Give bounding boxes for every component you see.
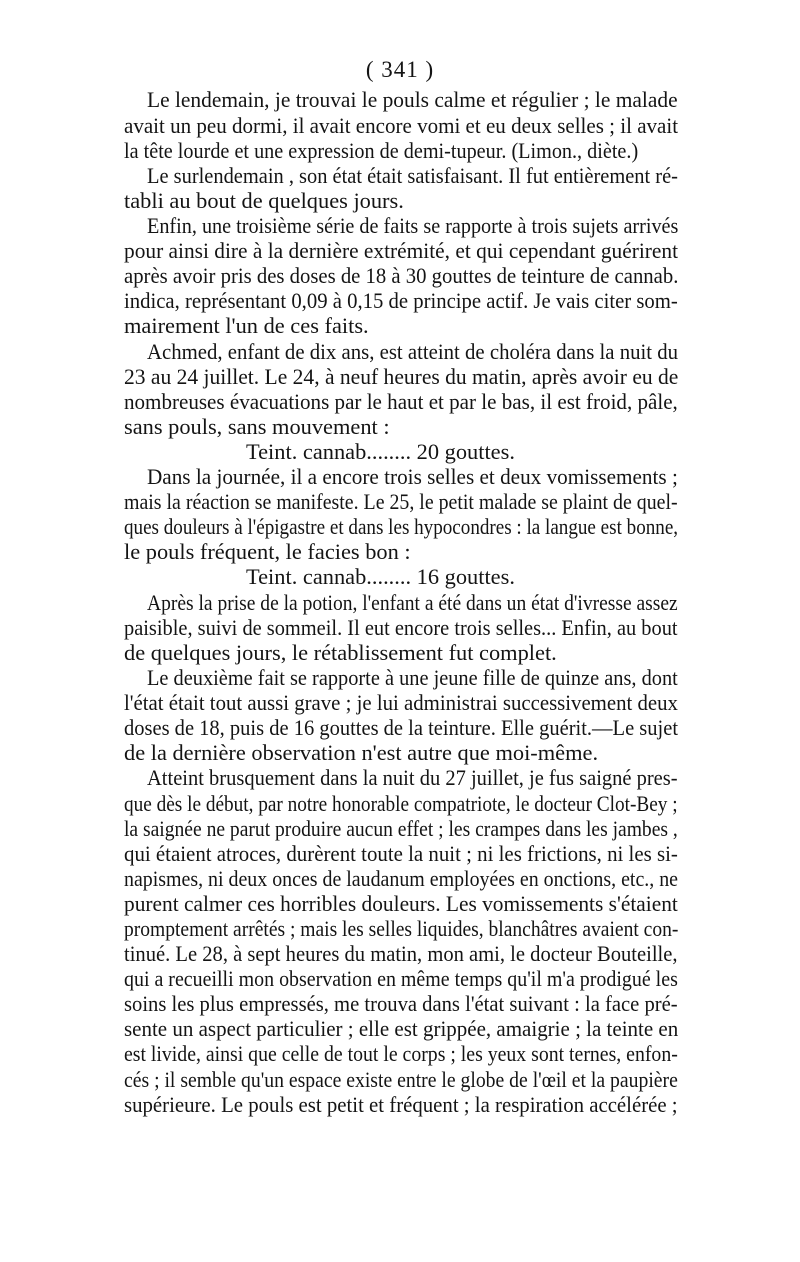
- text-line: indica, représentant 0,09 à 0,15 de principe actif. Je vais citer som-: [124, 288, 678, 313]
- text-line: sans pouls, sans mouvement :: [124, 414, 390, 439]
- text-line: tinué. Le 28, à sept heures du matin, mon ami, le docteur Bouteille,: [124, 941, 678, 966]
- text-line: le pouls fréquent, le facies bon :: [124, 539, 411, 564]
- text-line: Teint. cannab........ 16 gouttes.: [246, 564, 515, 589]
- text-line: mais la réaction se manifeste. Le 25, le petit malade se plaint de quel-: [124, 489, 678, 514]
- text-line: Dans la journée, il a encore trois selles et deux vomissements ;: [147, 464, 678, 489]
- text-line: qui a recueilli mon observation en même temps qu'il m'a prodigué les: [124, 966, 678, 991]
- text-line: doses de 18, puis de 16 gouttes de la teinture. Elle guérit.—Le sujet: [124, 715, 679, 740]
- text-line: avait un peu dormi, il avait encore vomi et eu deux selles ; il avait: [124, 113, 679, 138]
- text-line: napismes, ni deux onces de laudanum employées en onctions, etc., ne: [124, 866, 679, 891]
- text-line: cés ; il semble qu'un espace existe entre le globe de l'œil et la paupière: [124, 1067, 678, 1092]
- text-line: l'état était tout aussi grave ; je lui administrai successivement deux: [124, 690, 678, 715]
- text-line: de quelques jours, le rétablissement fut complet.: [124, 640, 557, 665]
- text-line: de la dernière observation n'est autre que moi-même.: [124, 740, 599, 765]
- text-line: soins les plus empressés, me trouva dans l'état suivant : la face pré-: [124, 991, 678, 1016]
- text-line: Le deuxième fait se rapporte à une jeune fille de quinze ans, dont: [147, 665, 678, 690]
- text-line: qui étaient atroces, durèrent toute la nuit ; ni les frictions, ni les si-: [124, 841, 678, 866]
- text-line: 23 au 24 juillet. Le 24, à neuf heures du matin, après avoir eu de: [124, 364, 679, 389]
- text-line: que dès le début, par notre honorable compatriote, le docteur Clot-Bey ;: [124, 791, 678, 816]
- text-line: pour ainsi dire à la dernière extrémité, et qui cependant guérirent: [124, 238, 679, 263]
- text-line: est livide, ainsi que celle de tout le corps ; les yeux sont ternes, enfon-: [124, 1041, 678, 1066]
- text-line: mairement l'un de ces faits.: [124, 313, 369, 338]
- text-line: la saignée ne parut produire aucun effet ; les crampes dans les jambes ,: [124, 816, 678, 841]
- text-line: ques douleurs à l'épigastre et dans les hypocondres : la langue est bonne,: [124, 514, 679, 539]
- text-line: Atteint brusquement dans la nuit du 27 juillet, je fus saigné pres-: [147, 765, 678, 790]
- text-line: Achmed, enfant de dix ans, est atteint de choléra dans la nuit du: [147, 339, 679, 364]
- text-line: Teint. cannab........ 20 gouttes.: [246, 439, 515, 464]
- text-line: purent calmer ces horribles douleurs. Les vomissements s'étaient: [124, 891, 678, 916]
- text-line: paisible, suivi de sommeil. Il eut encore trois selles... Enfin, au bout: [124, 615, 678, 640]
- text-line: Enfin, une troisième série de faits se rapporte à trois sujets arrivés: [147, 213, 679, 238]
- text-line: nombreuses évacuations par le haut et par le bas, il est froid, pâle,: [124, 389, 678, 414]
- text-line: Le lendemain, je trouvai le pouls calme et régulier ; le malade: [147, 87, 678, 112]
- text-line: supérieure. Le pouls est petit et fréquent ; la respiration accélérée ;: [124, 1092, 678, 1117]
- page-number: ( 341 ): [365, 57, 435, 82]
- text-line: Le surlendemain , son état était satisfaisant. Il fut entièrement ré-: [147, 163, 678, 188]
- text-line: promptement arrêtés ; mais les selles liquides, blanchâtres avaient con-: [124, 916, 679, 941]
- text-line: après avoir pris des doses de 18 à 30 gouttes de teinture de cannab.: [124, 263, 679, 288]
- text-line: sente un aspect particulier ; elle est grippée, amaigrie ; la teinte en: [124, 1016, 679, 1041]
- text-line: la tête lourde et une expression de demi-tupeur. (Limon., diète.): [124, 138, 639, 163]
- text-line: tabli au bout de quelques jours.: [124, 188, 404, 213]
- text-line: Après la prise de la potion, l'enfant a été dans un état d'ivresse assez: [147, 590, 678, 615]
